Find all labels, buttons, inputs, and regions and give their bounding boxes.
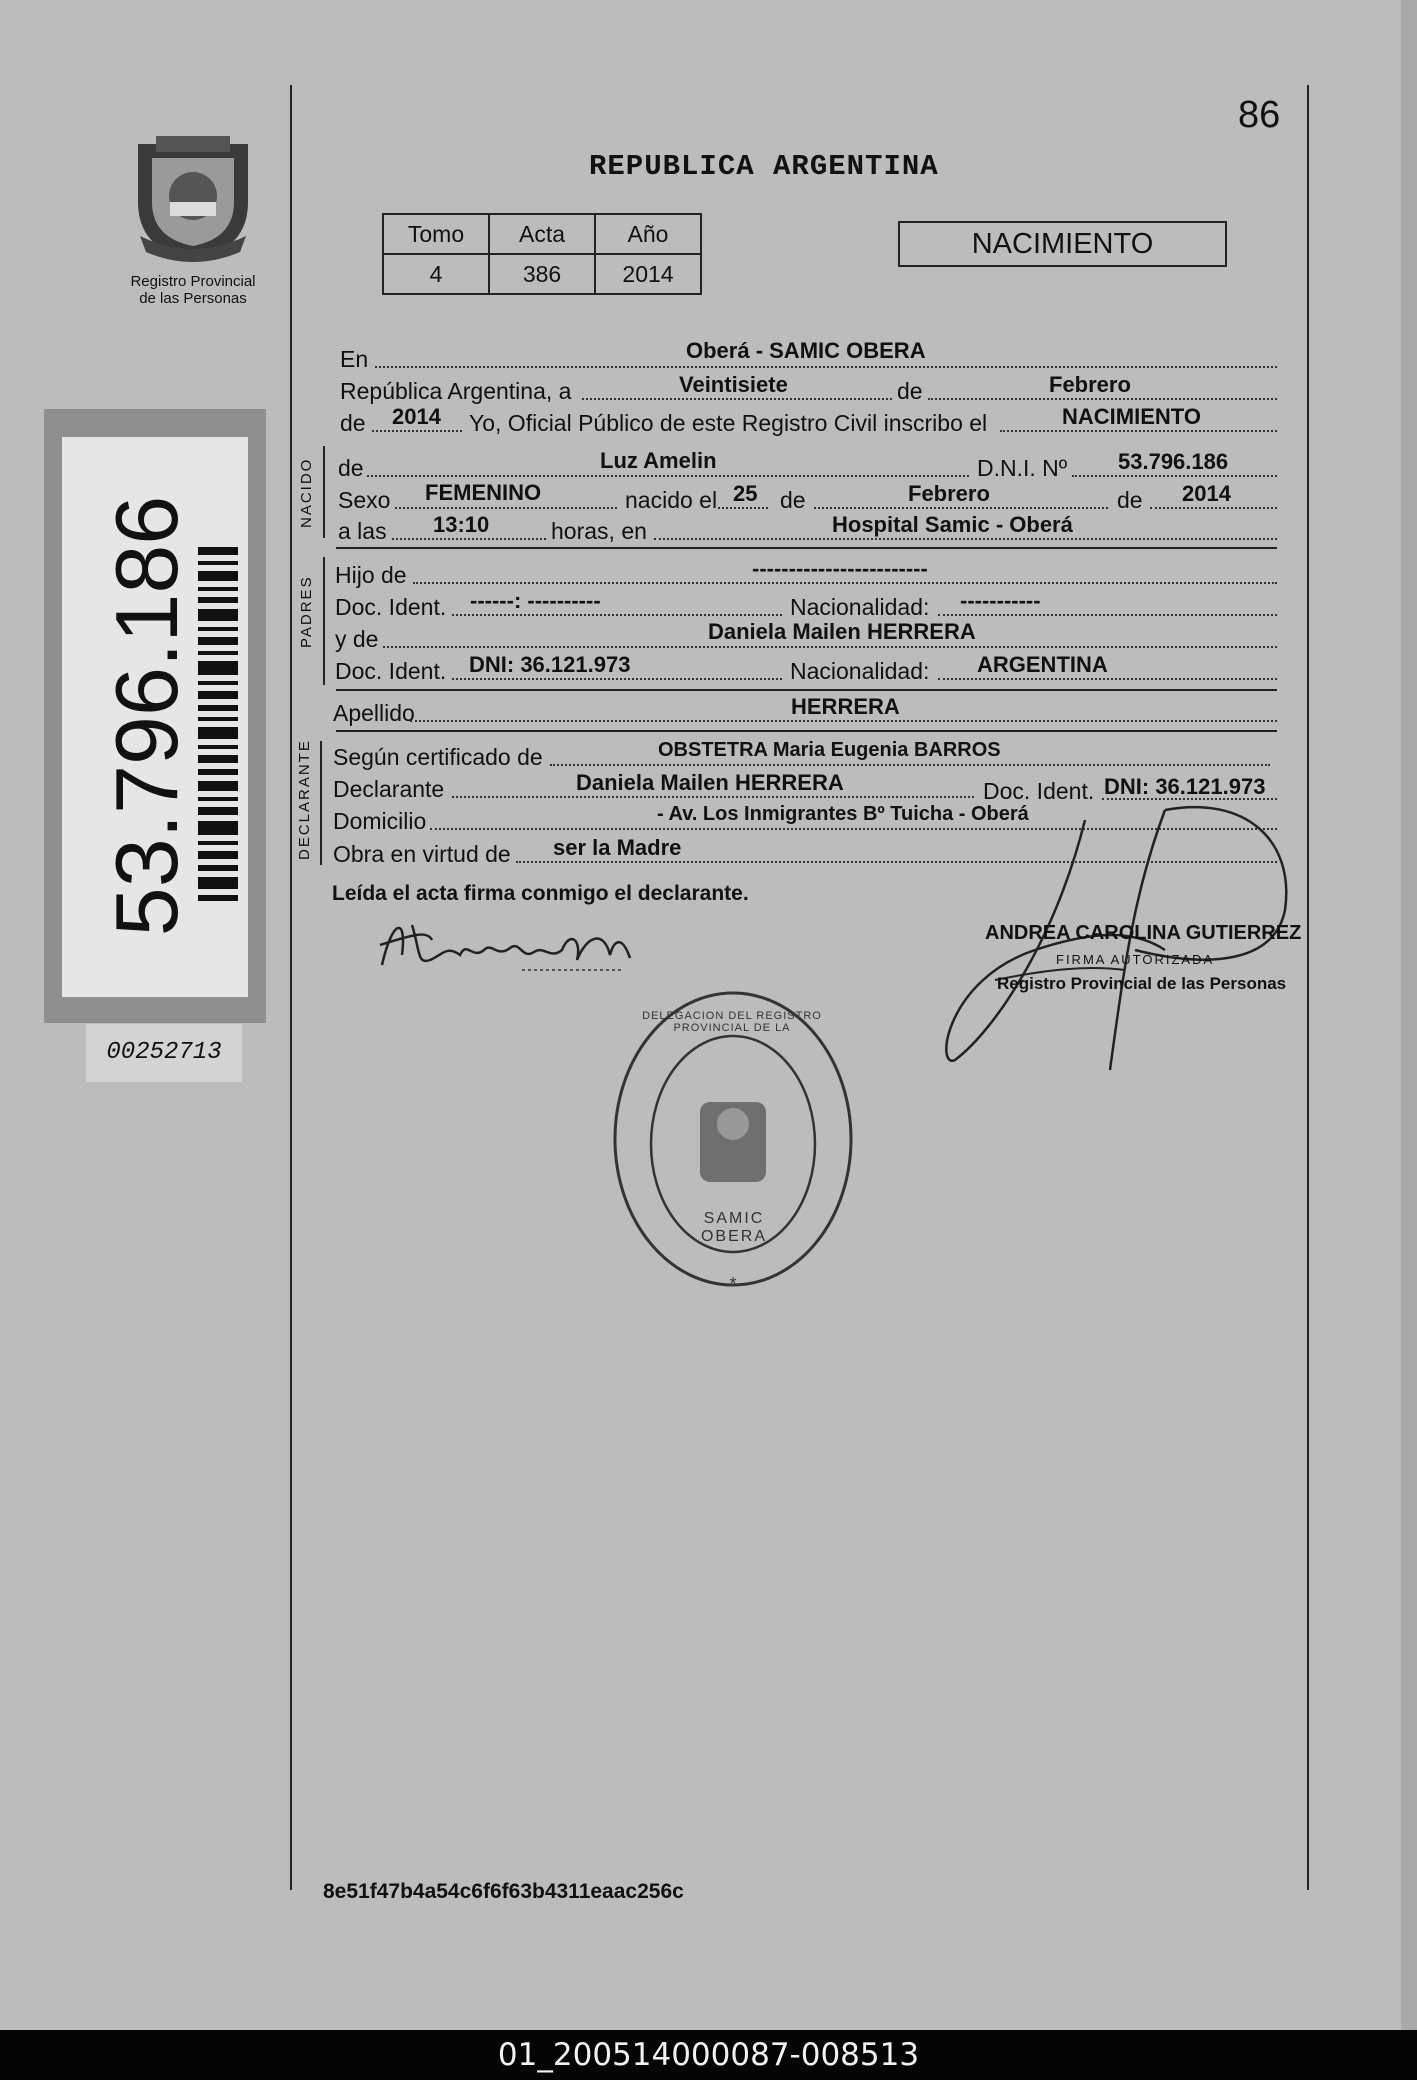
label-nacionalidad2: Nacionalidad:: [790, 658, 930, 684]
value-tipo: NACIMIENTO: [1062, 404, 1201, 429]
dotted-line: [367, 475, 969, 477]
dotted-line: [452, 796, 974, 798]
section-divider: [336, 547, 1277, 549]
officer-office: Registro Provincial de las Personas: [997, 974, 1287, 993]
table-header-anio: Año: [595, 214, 701, 254]
label-sexo: Sexo: [338, 487, 391, 513]
serial-number: 00252713: [86, 1024, 242, 1082]
officer-name: ANDREA CAROLINA GUTIERREZ: [985, 922, 1302, 944]
value-declarante: Daniela Mailen HERRERA: [576, 770, 844, 795]
table-header-tomo: Tomo: [383, 214, 489, 254]
value-dia: 25: [733, 481, 758, 506]
dotted-line: [395, 507, 617, 509]
label-republica: República Argentina, a: [340, 378, 572, 404]
dotted-line: [413, 582, 1277, 584]
dotted-line: [1150, 507, 1277, 509]
dotted-line: [814, 507, 1108, 509]
page-number: 86: [1238, 94, 1281, 136]
label-hijo-de: Hijo de: [335, 562, 407, 588]
dotted-line: [718, 507, 768, 509]
record-table: [382, 213, 702, 295]
section-bar-padres: [323, 557, 325, 685]
dotted-line: [582, 398, 892, 400]
label-segun-cert: Según certificado de: [333, 744, 543, 770]
officer-role: FIRMA AUTORIZADA: [1056, 952, 1215, 967]
label-doc-ident: Doc. Ident.: [335, 594, 447, 620]
dotted-line: [452, 678, 782, 680]
value-dia-texto: Veintisiete: [679, 372, 788, 397]
dotted-line: [372, 430, 462, 432]
value-padre-doc: ------: ----------: [470, 588, 601, 613]
dotted-line: [383, 646, 1277, 648]
section-divider: [336, 689, 1277, 691]
section-bar-nacido: [323, 446, 325, 538]
label-apellido: Apellido: [333, 700, 415, 726]
value-madre: Daniela Mailen HERRERA: [708, 619, 976, 644]
label-obra-virtud: Obra en virtud de: [333, 841, 511, 867]
left-margin-line: [290, 85, 292, 1890]
label-domicilio: Domicilio: [333, 808, 427, 834]
dotted-line: [938, 614, 1277, 616]
label-nacido-el: nacido el: [625, 487, 718, 513]
stamp-ring-text: DELEGACION DEL REGISTRO PROVINCIAL DE LA: [642, 1010, 822, 1034]
barcode-sticker: [44, 409, 266, 1023]
dotted-line: [410, 720, 1277, 722]
label-declarante: Declarante: [333, 776, 445, 802]
value-anio-nac: 2014: [1182, 481, 1231, 506]
side-label-padres: PADRES: [298, 575, 315, 648]
value-nombre: Luz Amelin: [600, 448, 717, 473]
label-nacionalidad: Nacionalidad:: [790, 594, 930, 620]
document-hash: 8e51f47b4a54c6f6f63b4311eaac256c: [323, 1880, 684, 1903]
table-value-anio: 2014: [595, 254, 701, 294]
value-padre-nac: -----------: [960, 588, 1041, 613]
table-header-acta: Acta: [489, 214, 595, 254]
label-doc-ident3: Doc. Ident.: [983, 778, 1095, 804]
label-de-mes: de: [897, 378, 923, 404]
stamp-inner-text: SAMIC OBERA: [700, 1210, 767, 1245]
label-dni: D.N.I. Nº: [977, 455, 1068, 481]
value-anio: 2014: [392, 404, 441, 429]
table-value-tomo: 4: [383, 254, 489, 294]
value-mes: Febrero: [1049, 372, 1131, 397]
value-domicilio: - Av. Los Inmigrantes Bº Tuicha - Oberá: [657, 803, 1029, 825]
svg-text:*: *: [729, 1274, 737, 1294]
dotted-line: [928, 398, 1277, 400]
footer-id: 01_200514000087-008513: [0, 2030, 1417, 2080]
label-de-nombre: de: [338, 455, 364, 481]
table-value-acta: 386: [489, 254, 595, 294]
value-obra: ser la Madre: [553, 835, 682, 860]
label-de-anio: de: [340, 410, 366, 436]
document-title: REPUBLICA ARGENTINA: [589, 150, 939, 183]
value-mes-nac: Febrero: [908, 481, 990, 506]
dotted-line: [938, 678, 1277, 680]
label-y-de: y de: [335, 626, 379, 652]
side-label-declarante: DECLARANTE: [296, 739, 313, 860]
declarant-signature: [372, 910, 642, 990]
barcode-label: [62, 437, 248, 997]
value-madre-nac: ARGENTINA: [977, 652, 1108, 677]
barcode-bars-icon: [198, 547, 238, 907]
value-lugar-nac: Hospital Samic - Oberá: [832, 512, 1073, 537]
section-divider: [336, 730, 1277, 732]
value-dni: 53.796.186: [1118, 449, 1229, 474]
dotted-line: [550, 764, 1270, 766]
province-logo: [118, 132, 268, 307]
label-de-fecha2: de: [1117, 487, 1143, 513]
value-padre: ------------------------: [752, 556, 928, 581]
barcode-number: 53.796.186: [97, 495, 196, 937]
dotted-line: [392, 538, 546, 540]
label-en: En: [340, 346, 369, 372]
dotted-line: [1072, 475, 1277, 477]
value-declarante-doc: DNI: 36.121.973: [1104, 774, 1266, 799]
value-hora: 13:10: [433, 512, 490, 537]
label-de-fecha: de: [780, 487, 806, 513]
value-sexo: FEMENINO: [425, 480, 542, 505]
value-madre-doc: DNI: 36.121.973: [469, 652, 631, 677]
label-a-las: a las: [338, 518, 387, 544]
label-yo-oficial: Yo, Oficial Público de este Registro Civil inscribo el: [469, 410, 988, 436]
dotted-line: [654, 538, 1277, 540]
value-lugar: Oberá - SAMIC OBERA: [686, 338, 926, 363]
label-horas-en: horas, en: [551, 518, 647, 544]
dotted-line: [375, 366, 1277, 368]
dotted-line: [452, 614, 782, 616]
logo-caption: Registro Provincial de las Personas: [130, 273, 256, 307]
value-apellido: HERRERA: [791, 694, 900, 719]
dotted-line: [1000, 430, 1277, 432]
right-margin-line: [1307, 85, 1309, 1890]
value-certificado: OBSTETRA Maria Eugenia BARROS: [658, 739, 1001, 761]
closing-statement: Leída el acta firma conmigo el declarante.: [332, 882, 749, 905]
section-bar-declarante: [320, 741, 322, 865]
side-label-nacido: NACIDO: [298, 457, 315, 528]
record-type-box: NACIMIENTO: [898, 221, 1227, 267]
coat-of-arms-icon: [118, 132, 268, 262]
label-doc-ident2: Doc. Ident.: [335, 658, 447, 684]
